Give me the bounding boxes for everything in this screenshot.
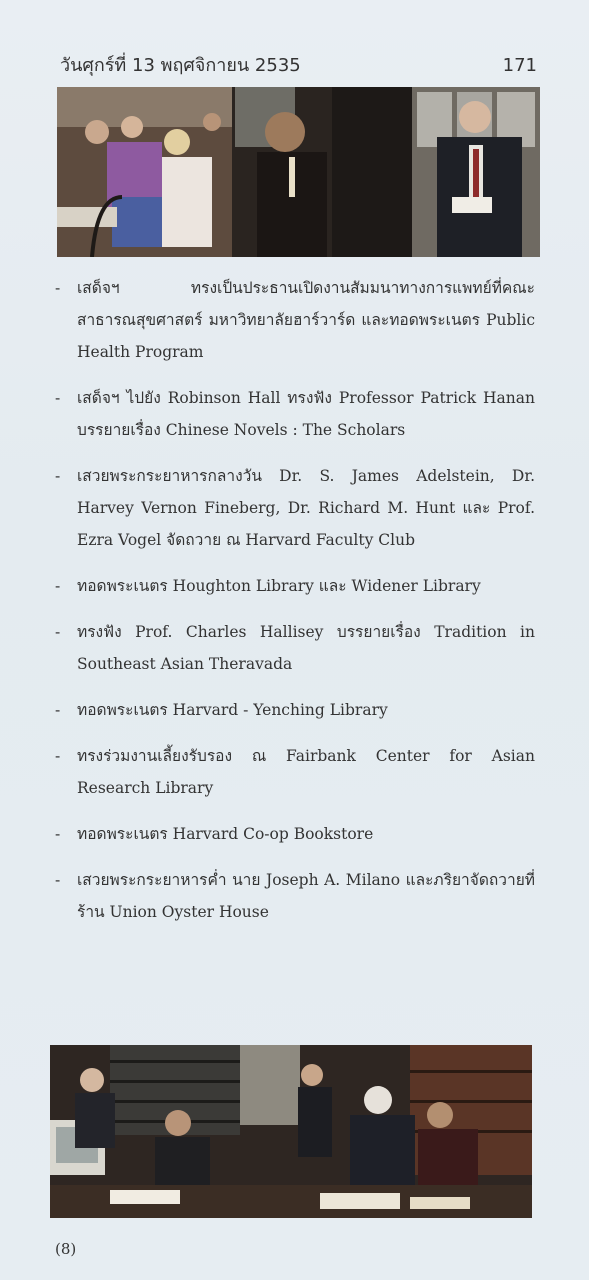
list-bullet: -	[55, 623, 61, 641]
list-item-text: ทอดพระเนตร Houghton Library และ Widener Library	[77, 577, 481, 595]
list-bullet: -	[55, 701, 61, 719]
list-bullet: -	[55, 279, 61, 297]
list-item-text: เสด็จฯ ทรงเป็นประธานเปิดงานสัมมนาทางการแพทย์ที่คณะสาธารณสุขศาสตร์ มหาวิทยาลัยฮาร์วาร์ด และทอดพระเนตร Public Health Program	[77, 279, 535, 361]
list-item	[55, 616, 535, 680]
list-item-text: เสด็จฯ ไปยัง Robinson Hall ทรงฟัง Professor Patrick Hanan บรรยายเรื่อง Chinese Novels : The Scholars	[77, 389, 535, 439]
photo-reception-toast	[57, 87, 540, 257]
photo-library-visit	[50, 1045, 532, 1218]
photo-library-visit-image	[50, 1045, 532, 1218]
itinerary-list	[55, 272, 535, 942]
list-item	[55, 382, 535, 446]
list-item-text: ทอดพระเนตร Harvard Co-op Bookstore	[77, 825, 374, 843]
page-header	[60, 50, 537, 79]
list-item	[55, 460, 535, 556]
list-item-text: ทรงฟัง Prof. Charles Hallisey บรรยายเรื่อง Tradition in Southeast Asian Theravada	[77, 623, 535, 673]
list-bullet: -	[55, 577, 61, 595]
list-item-text: ทรงร่วมงานเลี้ยงรับรอง ณ Fairbank Center for Asian Research Library	[77, 747, 535, 797]
list-bullet: -	[55, 747, 61, 765]
list-bullet: -	[55, 825, 61, 843]
list-item	[55, 740, 535, 804]
list-item	[55, 694, 535, 726]
list-item	[55, 570, 535, 602]
list-item-text: เสวยพระกระยาหารกลางวัน Dr. S. James Adelstein, Dr. Harvey Vernon Fineberg, Dr. Richard M. Hunt และ Prof. Ezra Vogel จัดถวาย ณ Harvard Faculty Club	[77, 467, 535, 549]
page-footer-label: (8)	[55, 1240, 77, 1258]
header-date: วันศุกร์ที่ 13 พฤศจิกายน 2535	[60, 55, 301, 76]
list-bullet: -	[55, 467, 61, 485]
list-item	[55, 272, 535, 368]
list-item-text: เสวยพระกระยาหารค่ำ นาย Joseph A. Milano และภริยาจัดถวายที่ร้าน Union Oyster House	[77, 871, 535, 921]
photo-reception-toast-image	[57, 87, 540, 257]
list-bullet: -	[55, 389, 61, 407]
list-item-text: ทอดพระเนตร Harvard - Yenching Library	[77, 701, 388, 719]
list-bullet: -	[55, 871, 61, 889]
list-item	[55, 864, 535, 928]
header-page-number: 171	[502, 55, 537, 76]
list-item	[55, 818, 535, 850]
